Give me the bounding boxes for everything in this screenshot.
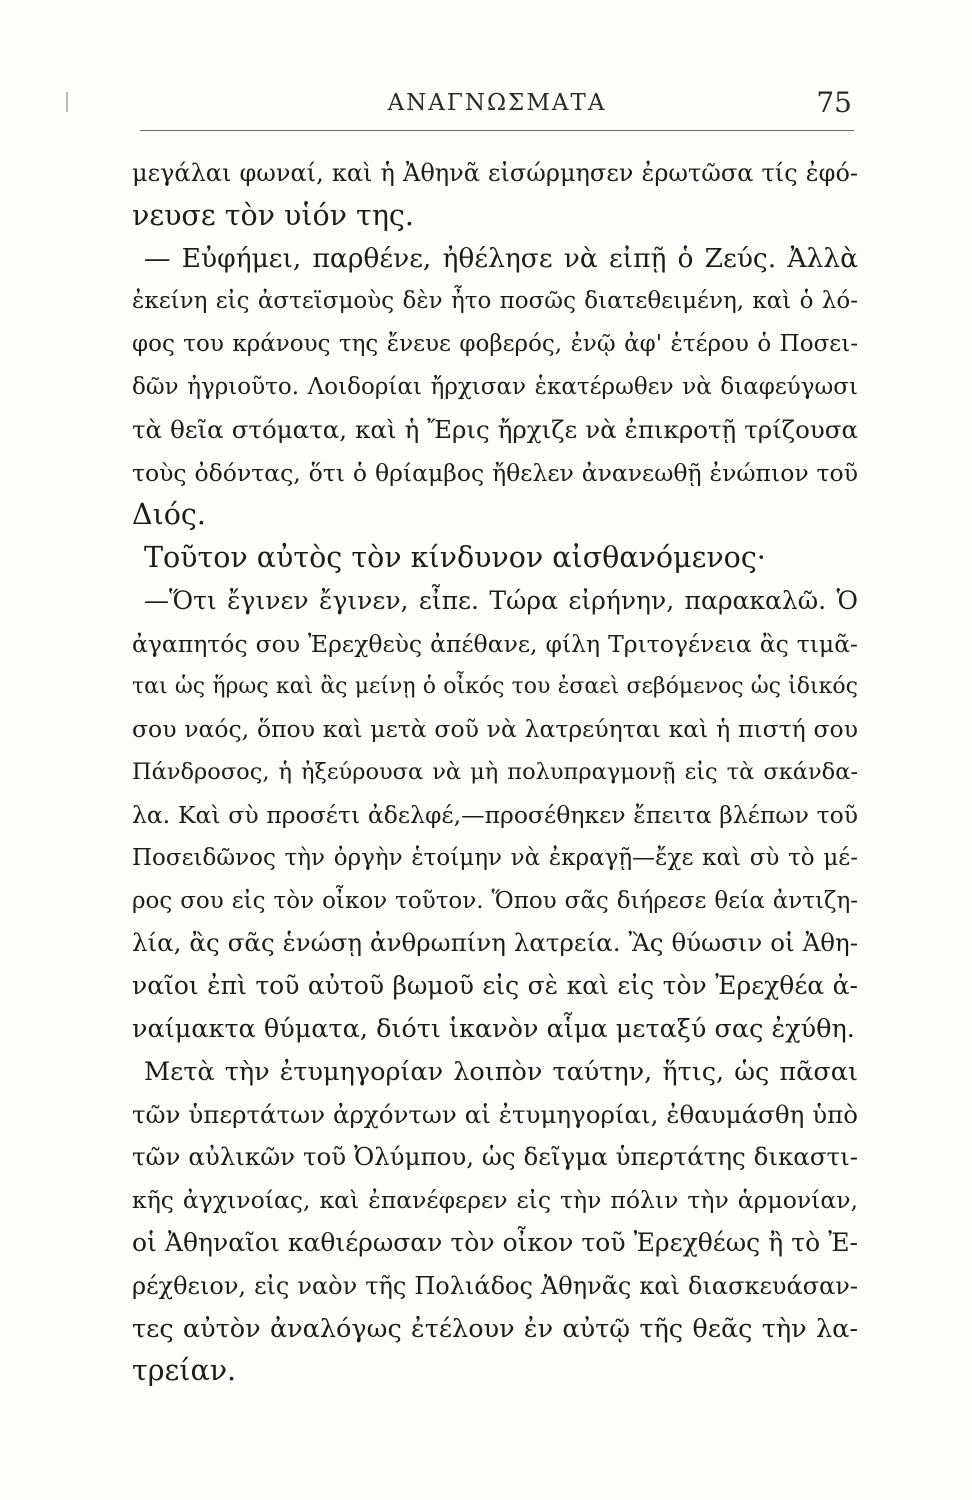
text-line: ται ὡς ἥρως καὶ ἂς μείνῃ ὁ οἶκός του ἐσαεὶ σεβόμενος ὡς ἰδικός — [132, 673, 858, 699]
text-line: ρέχθειον, εἰς ναὸν τῆς Πολιάδος Ἀθηνᾶς καὶ διασκευάσαν- — [132, 1271, 858, 1300]
running-title: ΑΝΑΓΝΩΣΜΑΤΑ — [387, 90, 607, 116]
text-line: νευσε τὸν υἱόν της. — [132, 198, 414, 232]
header-rule — [140, 130, 854, 131]
text-line: τὰ θεῖα στόματα, καὶ ἡ Ἔρις ἤρχιζε νὰ ἐπικροτῇ τρίζουσα — [132, 414, 858, 444]
text-line: τῶν ὑπερτάτων ἀρχόντων αἱ ἐτυμηγορίαι, ἐθαυμάσθη ὑπὸ — [132, 1099, 858, 1129]
text-line: ρος σου εἰς τὸν οἶκον τοῦτον. Ὅπου σᾶς διήρεσε θεία ἀντιζη- — [132, 887, 858, 914]
text-line: κῆς ἀγχινοίας, καὶ ἐπανέφερεν εἰς τὴν πόλιν τὴν ἁρμονίαν, — [132, 1186, 858, 1215]
text-line: — Εὐφήμει, παρθένε, ἠθέλησε νὰ εἰπῇ ὁ Ζεύς. Ἀλλὰ — [144, 242, 858, 274]
running-header — [142, 82, 852, 122]
text-line: Πάνδροσος, ἡ ἠξεύρουσα νὰ μὴ πολυπραγμονῇ εἰς τὰ σκάνδα- — [132, 759, 858, 786]
text-line: λία, ἂς σᾶς ἑνώσῃ ἀνθρωπίνη λατρεία. Ἂς θύωσιν οἱ Ἀθη- — [132, 928, 858, 958]
text-line: σου ναός, ὅπου καὶ μετὰ σοῦ νὰ λατρεύηται καὶ ἡ πιστή σου — [132, 715, 858, 744]
margin-mark — [66, 92, 68, 112]
text-line: τες αὐτὸν ἀναλόγως ἐτέλουν ἐν αὐτῷ τῆς θεᾶς τὴν λα- — [132, 1313, 858, 1344]
text-line: Ποσειδῶνος τὴν ὀργὴν ἑτοίμην νὰ ἐκραγῇ—ἔχε καὶ σὺ τὸ μέ- — [132, 844, 858, 871]
text-line: ναῖοι ἐπὶ τοῦ αὐτοῦ βωμοῦ εἰς σὲ καὶ εἰς τὸν Ἐρεχθέα ἀ- — [132, 971, 858, 1001]
text-line: Τοῦτον αὐτὸς τὸν κίνδυνον αἰσθανόμενος· — [144, 541, 766, 575]
text-line: φος του κράνους της ἔνευε φοβερός, ἐνῷ ἀφ' ἑτέρου ὁ Ποσει- — [132, 331, 858, 358]
text-line: τοὺς ὀδόντας, ὅτι ὁ θρίαμβος ἤθελεν ἀνανεωθῇ ἐνώπιον τοῦ — [132, 458, 858, 487]
text-line: ναίμακτα θύματα, διότι ἱκανὸν αἷμα μεταξύ σας ἐχύθη. — [132, 1013, 855, 1044]
text-line: μεγάλαι φωναί, καὶ ἡ Ἀθηνᾶ εἰσώρμησεν ἐρωτῶσα τίς ἐφό- — [132, 159, 858, 187]
page-number: 75 — [816, 86, 852, 119]
text-line: λα. Καὶ σὺ προσέτι ἀδελφέ,—προσέθηκεν ἔπειτα βλέπων τοῦ — [132, 800, 858, 829]
text-line: οἱ Ἀθηναῖοι καθιέρωσαν τὸν οἶκον τοῦ Ἐρεχθέως ἢ τὸ Ἐ- — [132, 1227, 858, 1257]
text-line: Διός. — [132, 498, 206, 532]
text-line: τρείαν. — [132, 1354, 237, 1388]
text-line: Μετὰ τὴν ἐτυμηγορίαν λοιπὸν ταύτην, ἥτις, ὡς πᾶσαι — [144, 1056, 858, 1087]
text-line: τῶν αὐλικῶν τοῦ Ὀλύμπου, ὡς δεῖγμα ὑπερτάτης δικαστι- — [132, 1142, 858, 1172]
body-text — [132, 152, 858, 1393]
text-line: ἀγαπητός σου Ἐρεχθεὺς ἀπέθανε, φίλη Τριτογένεια ἂς τιμᾶ- — [132, 629, 858, 658]
text-line: —Ὅτι ἔγινεν ἔγινεν, εἶπε. Τώρα εἰρήνην, παρακαλῶ. Ὁ — [144, 585, 858, 615]
text-line: ἐκείνη εἰς ἀστεϊσμοὺς δὲν ἦτο ποσῶς διατεθειμένη, καὶ ὁ λό- — [132, 288, 858, 315]
text-line: δῶν ἠγριοῦτο. Λοιδορίαι ἤρχισαν ἑκατέρωθεν νὰ διαφεύγωσι — [132, 373, 858, 400]
